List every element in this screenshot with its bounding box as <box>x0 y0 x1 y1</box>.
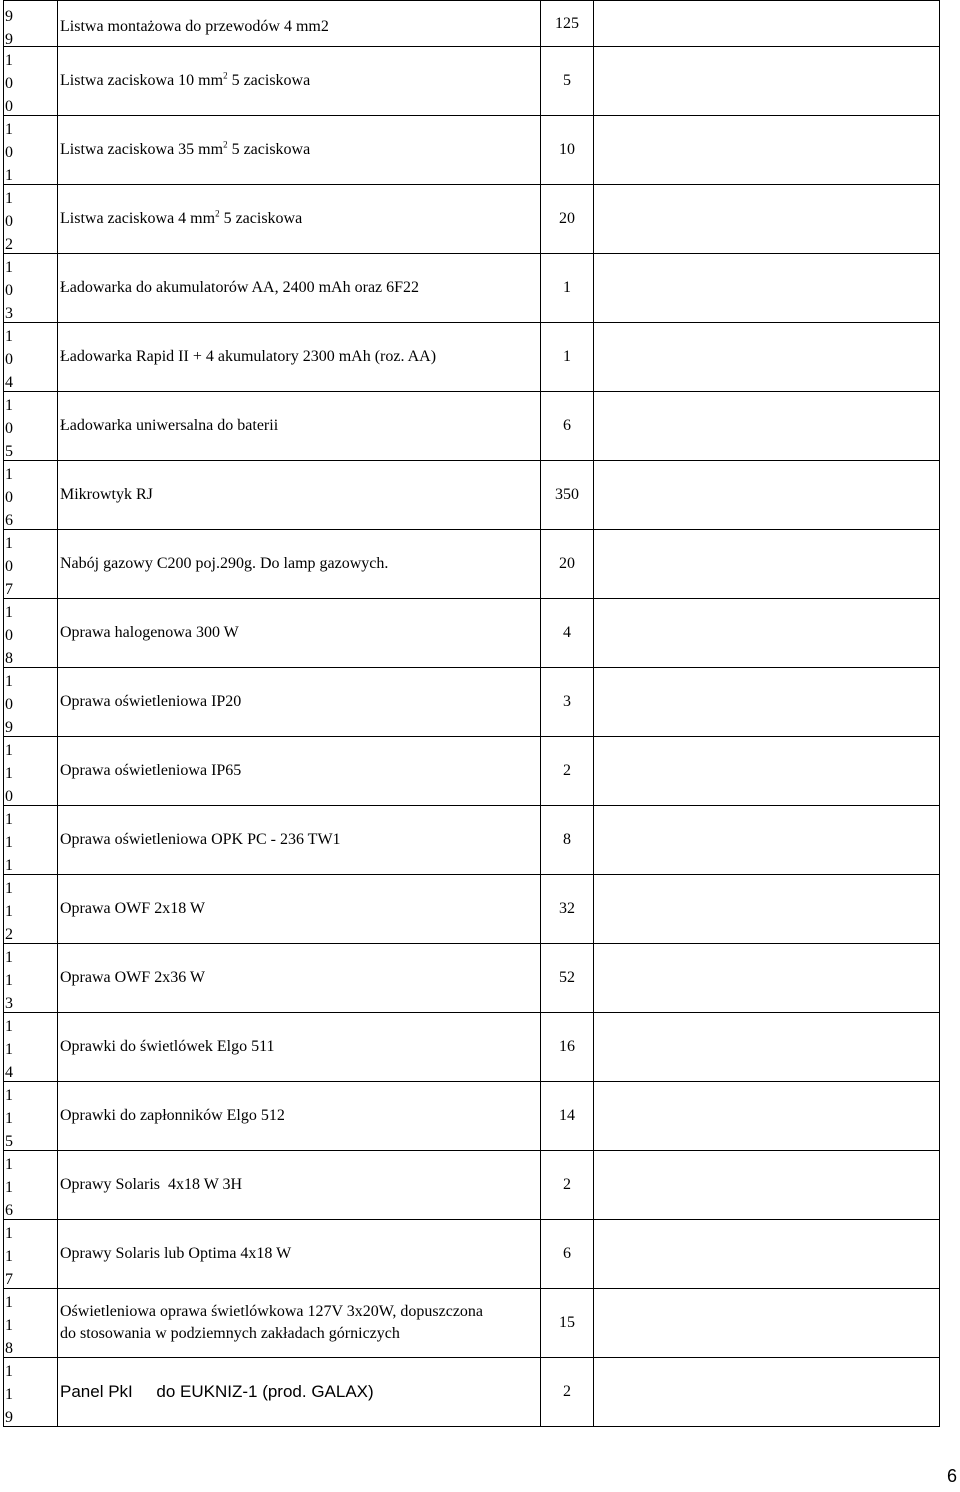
item-name: Oświetleniowa oprawa świetlówkowa 127V 3x20W, dopuszczona do stosowania w podziemnych zakładach górniczych <box>58 1289 541 1358</box>
item-quantity: 1 <box>541 254 594 323</box>
item-quantity: 2 <box>541 1151 594 1220</box>
table-row <box>4 599 940 668</box>
row-number: 1 1 6 <box>4 1151 58 1220</box>
item-quantity: 16 <box>541 1013 594 1082</box>
item-name: Listwa zaciskowa 10 $mm^2$ 5 zaciskowa <box>58 47 541 116</box>
item-name: Oprawki do świetlówek Elgo 511 <box>58 1013 541 1082</box>
item-name: Mikrowtyk RJ <box>58 461 541 530</box>
table-row <box>4 1151 940 1220</box>
item-quantity: 125 <box>541 1 594 47</box>
table-row <box>4 185 940 254</box>
item-name: Ładowarka uniwersalna do baterii <box>58 392 541 461</box>
item-quantity: 6 <box>541 392 594 461</box>
item-name: Oprawy Solaris lub Optima 4x18 W <box>58 1220 541 1289</box>
table-row <box>4 1220 940 1289</box>
item-name: Oprawa oświetleniowa OPK PC - 236 TW1 <box>58 806 541 875</box>
table-row <box>4 254 940 323</box>
page-number: 6 <box>946 1466 957 1486</box>
item-name: Listwa zaciskowa 4 $mm^2$ 5 zaciskowa <box>58 185 541 254</box>
row-number: 1 1 5 <box>4 1082 58 1151</box>
table-row <box>4 668 940 737</box>
row-number: 1 0 8 <box>4 599 58 668</box>
table-row <box>4 1013 940 1082</box>
item-quantity: 4 <box>541 599 594 668</box>
table-row <box>4 116 940 185</box>
item-quantity: 32 <box>541 875 594 944</box>
table-row <box>4 392 940 461</box>
item-name: Oprawa OWF 2x18 W <box>58 875 541 944</box>
table-row <box>4 806 940 875</box>
table-row <box>4 323 940 392</box>
row-number: 1 1 8 <box>4 1289 58 1358</box>
row-number: 1 0 1 <box>4 116 58 185</box>
row-number: 1 0 4 <box>4 323 58 392</box>
row-number: 1 0 3 <box>4 254 58 323</box>
item-quantity: 52 <box>541 944 594 1013</box>
item-name: Listwa montażowa do przewodów 4 mm2 <box>58 1 541 47</box>
item-name: Oprawa halogenowa 300 W <box>58 599 541 668</box>
item-name: Oprawa OWF 2x36 W <box>58 944 541 1013</box>
item-name: Ładowarka Rapid II + 4 akumulatory 2300 mAh (roz. AA) <box>58 323 541 392</box>
table-row <box>4 875 940 944</box>
item-quantity: 3 <box>541 668 594 737</box>
item-name: Oprawki do zapłonników Elgo 512 <box>58 1082 541 1151</box>
item-name: Nabój gazowy C200 poj.290g. Do lamp gazowych. <box>58 530 541 599</box>
table-row <box>4 1289 940 1358</box>
item-name: Oprawy Solaris 4x18 W 3H <box>58 1151 541 1220</box>
row-number: 1 1 1 <box>4 806 58 875</box>
row-number: 1 1 9 <box>4 1358 58 1427</box>
table-row <box>4 944 940 1013</box>
row-number: 1 1 4 <box>4 1013 58 1082</box>
item-name: Panel PkI do EUKNIZ-1 (prod. GALAX) <box>58 1358 541 1427</box>
item-quantity: 14 <box>541 1082 594 1151</box>
items-table <box>3 0 940 1427</box>
item-quantity: 20 <box>541 530 594 599</box>
table-row <box>4 461 940 530</box>
item-quantity: 10 <box>541 116 594 185</box>
item-name: Oprawa oświetleniowa IP20 <box>58 668 541 737</box>
row-number: 1 0 2 <box>4 185 58 254</box>
row-number: 9 9 <box>4 1 58 47</box>
row-number: 1 0 5 <box>4 392 58 461</box>
row-number: 1 0 9 <box>4 668 58 737</box>
table-row <box>4 47 940 116</box>
item-quantity: 20 <box>541 185 594 254</box>
row-number: 1 0 7 <box>4 530 58 599</box>
item-quantity: 1 <box>541 323 594 392</box>
item-quantity: 15 <box>541 1289 594 1358</box>
table-row <box>4 530 940 599</box>
item-quantity: 2 <box>541 1358 594 1427</box>
row-number: 1 1 3 <box>4 944 58 1013</box>
table-row <box>4 737 940 806</box>
item-quantity: 8 <box>541 806 594 875</box>
item-quantity: 6 <box>541 1220 594 1289</box>
item-quantity: 350 <box>541 461 594 530</box>
item-name: Oprawa oświetleniowa IP65 <box>58 737 541 806</box>
row-number: 1 1 0 <box>4 737 58 806</box>
item-quantity: 2 <box>541 737 594 806</box>
table-row <box>4 1082 940 1151</box>
item-name: Ładowarka do akumulatorów AA, 2400 mAh oraz 6F22 <box>58 254 541 323</box>
row-number: 1 0 0 <box>4 47 58 116</box>
item-quantity: 5 <box>541 47 594 116</box>
row-number: 1 1 7 <box>4 1220 58 1289</box>
item-name: Listwa zaciskowa 35 $mm^2$ 5 zaciskowa <box>58 116 541 185</box>
table-row <box>4 1 940 47</box>
row-number: 1 0 6 <box>4 461 58 530</box>
table-row <box>4 1358 940 1427</box>
row-number: 1 1 2 <box>4 875 58 944</box>
